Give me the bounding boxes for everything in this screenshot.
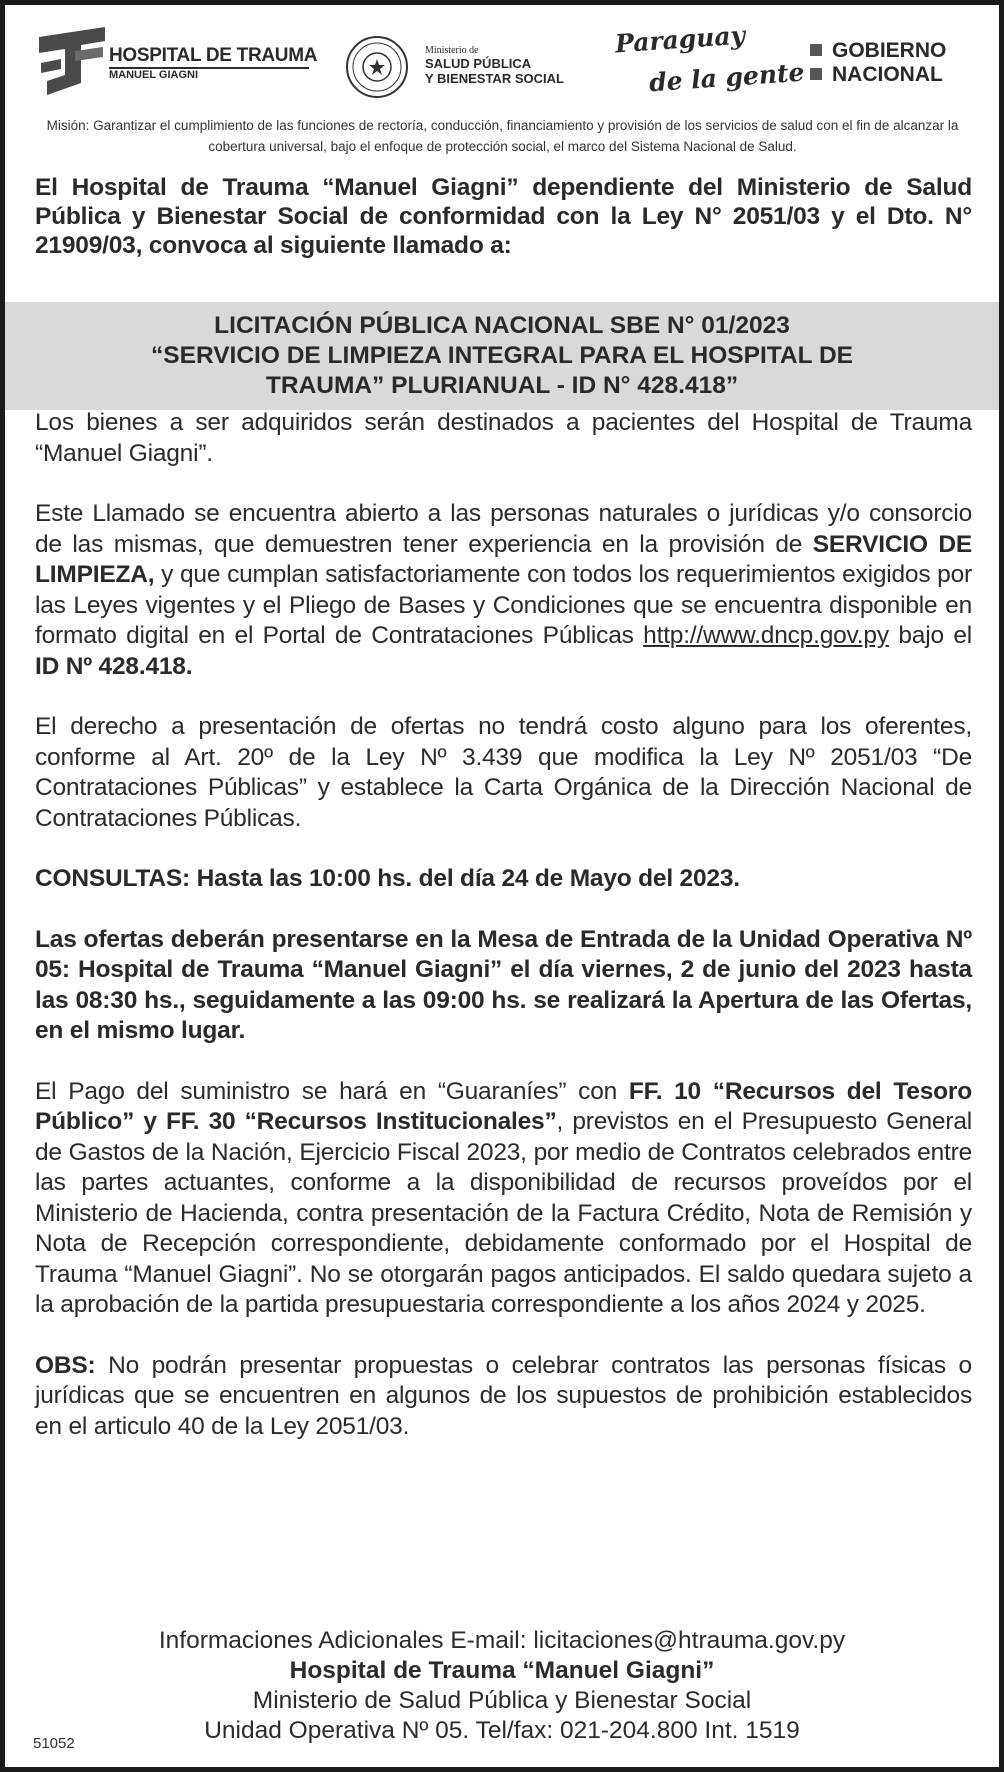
- paragraph-consultas: [35, 864, 972, 895]
- header: [5, 5, 999, 111]
- square-icon: [810, 44, 822, 56]
- paragraph-obs: [35, 1351, 972, 1443]
- dncp-link[interactable]: http://www.dncp.gov.py: [643, 622, 889, 649]
- footer-hospital: [5, 1656, 999, 1686]
- tender-id: ID Nº 428.418.: [35, 652, 193, 680]
- hospital-logo: [35, 23, 335, 105]
- square-icon: [810, 68, 822, 80]
- hospital-name: HOSPITAL DE TRAUMA: [109, 45, 318, 66]
- text-span: , previstos en el Presupuesto General de Gastos de la Nación, Ejercicio Fiscal 2023, por medio de Contratos celebrados entre las partes actuantes, conforme a la disponibilidad de recursos proveídos por el Ministerio de Hacienda, contra presentación de la Factura Crédito, Nota de Remisión y Nota de Recepción correspondiente, debidamente conformado por el Hospital de Trauma “Manuel Giagni”. No se otorgarán pagos anticipados. El saldo quedara sujeto a la aprobación de la partida presupuestaria correspondiente a los años 2024 y 2025.: [35, 1108, 972, 1318]
- gov-line2: NACIONAL: [832, 63, 943, 86]
- footer-phone: Unidad Operativa Nº 05. Tel/fax: 021-204.800 Int. 1519: [204, 1717, 800, 1744]
- republic-seal-icon: [345, 35, 409, 99]
- ministry-prefix: Ministerio de: [425, 45, 479, 56]
- hospital-subname: MANUEL GIAGNI: [109, 69, 199, 81]
- paragraph-rights: El derecho a presentación de ofertas no tendrá costo alguno para los oferentes, conforme al Art. 20º de la Ley Nº 3.439 que modifica la Ley Nº 2051/03 “De Contrataciones Públicas” y establece la Carta Orgánica de la Dirección Nacional de Contrataciones Públicas.: [35, 713, 972, 832]
- footer-ministry: Ministerio de Salud Pública y Bienestar Social: [252, 1687, 752, 1714]
- tender-title-line2: “SERVICIO DE LIMPIEZA INTEGRAL PARA EL HOSPITAL DE: [151, 342, 853, 369]
- paragraph-goods: Los bienes a ser adquiridos serán destinados a pacientes del Hospital de Trauma “Manuel Giagni”.: [35, 409, 972, 467]
- tender-title: [5, 311, 999, 401]
- paragraph-eligibility: [35, 499, 972, 682]
- ad-code: 51052: [33, 1735, 75, 1752]
- slogan-line2: de la gente: [648, 57, 806, 98]
- tender-title-line3: TRAUMA” PLURIANUAL - ID N° 428.418”: [265, 372, 739, 399]
- slogan-logo: [609, 19, 806, 103]
- consultas-deadline: CONSULTAS: Hasta las 10:00 hs. del día 24 de Mayo del 2023.: [35, 865, 740, 892]
- ministry-line2: Y BIENESTAR SOCIAL: [425, 71, 564, 86]
- text-span: y que cumplan satisfactoriamente con todos los requerimientos exigidos por las Leyes vigentes y el Pliego de Bases y Condiciones que se encuentra disponible en formato digital en el Portal de Contrataciones Públicas: [35, 561, 972, 649]
- notice-body: [35, 408, 972, 1472]
- footer-contact: [5, 1626, 999, 1746]
- paragraph-offers: [35, 925, 972, 1047]
- hospital-emblem-icon: [35, 23, 115, 105]
- footer-email: Informaciones Adicionales E-mail: licitaciones@htrauma.gov.py: [158, 1627, 846, 1654]
- service-name: SERVICIO DE LIMPIEZA,: [35, 530, 972, 588]
- tender-title-line1: LICITACIÓN PÚBLICA NACIONAL SBE N° 01/2023: [214, 312, 790, 339]
- text-span: El Pago del suministro se hará en “Guaraníes” con: [35, 1077, 629, 1105]
- mission-statement: Misión: Garantizar el cumplimiento de las funciones de rectoría, conducción, financiamiento y provisión de los servicios de salud con el fin de alcanzar la cobertura universal, bajo el enfoque de protección social, el marco del Sistema Nacional de Salud.: [46, 118, 959, 154]
- intro-paragraph: El Hospital de Trauma “Manuel Giagni” dependiente del Ministerio de Salud Pública y Bienestar Social de conformidad con la Ley N° 2051/03 y el Dto. N° 21909/03, convoca al siguiente llamado a:: [35, 174, 972, 259]
- government-logo: [810, 39, 946, 87]
- ministry-line1: SALUD PÚBLICA: [425, 56, 532, 71]
- funding-sources: FF. 10 “Recursos del Tesoro Público” y FF. 30 “Recursos Institucionales”: [35, 1077, 972, 1135]
- paragraph-payment: [35, 1077, 972, 1321]
- text-span: Este Llamado se encuentra abierto a las personas naturales o jurídicas y/o consorcio de las mismas, que demuestren tener experiencia en la provisión de: [35, 500, 972, 558]
- footer-hospital-name: Hospital de Trauma “Manuel Giagni”: [289, 1657, 715, 1684]
- text-span: bajo el: [888, 622, 973, 649]
- ministry-logo: [425, 45, 564, 86]
- text-span: No podrán presentar propuestas o celebrar contratos las personas físicas o jurídicas que se encuentren en algunos de los supuestos de prohibición establecidos en el articulo 40 de la Ley 2051/03.: [35, 1351, 972, 1440]
- obs-label: OBS:: [35, 1351, 96, 1379]
- offers-deadline: Las ofertas deberán presentarse en la Mesa de Entrada de la Unidad Operativa Nº 05: Hospital de Trauma “Manuel Giagni” el día viernes, 2 de junio del 2023 hasta las 08:30 hs., seguidamente a las 09:00 hs. se realizará la Apertura de las Ofertas, en el mismo lugar.: [35, 925, 972, 1044]
- gov-line1: GOBIERNO: [832, 39, 947, 62]
- slogan-line1: Paraguay: [614, 20, 746, 59]
